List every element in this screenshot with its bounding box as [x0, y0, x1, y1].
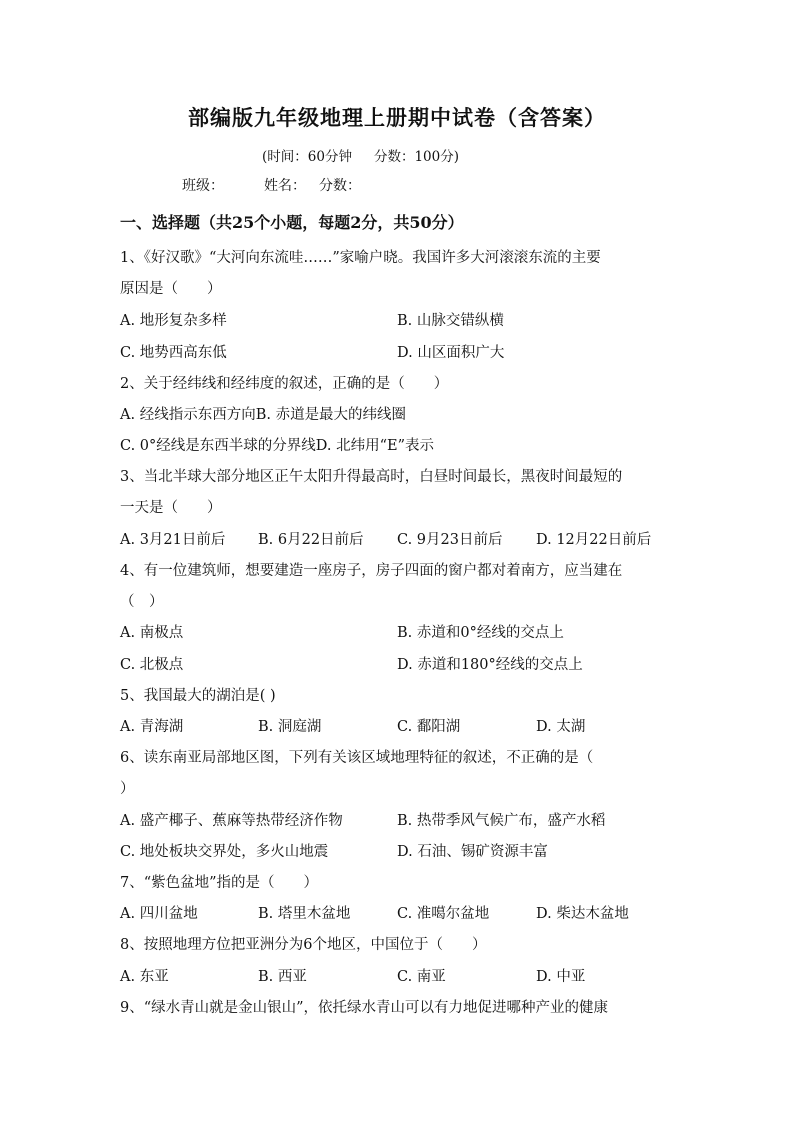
question-4-option-d[interactable]: D. 赤道和180°经线的交点上: [397, 657, 583, 673]
question-6-option-a[interactable]: A. 盛产椰子、蕉麻等热带经济作物: [120, 813, 343, 829]
question-3-text-cont: 一天是（ ）: [120, 500, 222, 516]
class-label: 班级：: [182, 178, 224, 194]
question-6-text-cont: ）: [120, 781, 135, 797]
question-4-option-b[interactable]: B. 赤道和0°经线的交点上: [397, 625, 564, 641]
question-8-option-d[interactable]: D. 中亚: [536, 969, 586, 985]
question-6-option-d[interactable]: D. 石油、锡矿资源丰富: [397, 844, 548, 860]
question-6-option-c[interactable]: C. 地处板块交界处，多火山地震: [120, 844, 329, 860]
question-1-option-b[interactable]: B. 山脉交错纵横: [397, 313, 504, 329]
question-8-option-b[interactable]: B. 西亚: [258, 969, 307, 985]
question-7-option-a[interactable]: A. 四川盆地: [120, 906, 198, 922]
question-1-option-c[interactable]: C. 地势西高东低: [120, 345, 227, 361]
student-info: [182, 175, 361, 195]
question-2-options-cd[interactable]: C. 0°经线是东西半球的分界线D. 北纬用“E”表示: [120, 438, 435, 454]
question-1-text: 1、《好汉歌》“大河向东流哇……”家喻户晓。我国许多大河滚滚东流的主要: [120, 250, 601, 266]
question-3-option-b[interactable]: B. 6月22日前后: [258, 532, 364, 548]
question-2-options-ab[interactable]: A. 经线指示东西方向B. 赤道是最大的纬线圈: [120, 407, 407, 423]
question-4-option-c[interactable]: C. 北极点: [120, 657, 184, 673]
question-7-option-b[interactable]: B. 塔里木盆地: [258, 906, 351, 922]
question-9-text: 9、“绿水青山就是金山银山”，依托绿水青山可以有力地促进哪种产业的健康: [120, 1000, 609, 1016]
question-6-text: 6、读东南亚局部地区图，下列有关该区域地理特征的叙述，不正确的是（: [120, 750, 594, 766]
question-4-text-cont: （ ）: [120, 594, 164, 610]
question-1-option-a[interactable]: A. 地形复杂多样: [120, 313, 227, 329]
question-8-text: 8、按照地理方位把亚洲分为6个地区，中国位于（ ）: [120, 937, 487, 953]
question-5-option-c[interactable]: C. 鄱阳湖: [397, 719, 461, 735]
question-5-option-a[interactable]: A. 青海湖: [120, 719, 184, 735]
question-3-text: 3、当北半球大部分地区正午太阳升得最高时，白昼时间最长，黑夜时间最短的: [120, 469, 623, 485]
question-8-option-a[interactable]: A. 东亚: [120, 969, 169, 985]
question-7-text: 7、“紫色盆地”指的是（ ）: [120, 875, 319, 891]
time-info: (时间：60分钟: [262, 149, 352, 165]
score-info: 分数：100分): [373, 149, 459, 165]
page-title: 部编版九年级地理上册期中试卷（含答案）: [188, 105, 606, 130]
question-3-option-d[interactable]: D. 12月22日前后: [536, 532, 652, 548]
name-label: 姓名：: [264, 178, 306, 194]
question-8-option-c[interactable]: C. 南亚: [397, 969, 446, 985]
question-1-option-d[interactable]: D. 山区面积广大: [397, 345, 505, 361]
question-3-option-c[interactable]: C. 9月23日前后: [397, 532, 503, 548]
question-5-option-b[interactable]: B. 洞庭湖: [258, 719, 322, 735]
score-label: 分数：: [319, 178, 361, 194]
section-heading: 一、选择题（共25个小题，每题2分，共50分）: [120, 213, 464, 232]
question-4-text: 4、有一位建筑师，想要建造一座房子，房子四面的窗户都对着南方，应当建在: [120, 563, 623, 579]
question-6-option-b[interactable]: B. 热带季风气候广布，盛产水稻: [397, 813, 606, 829]
question-5-option-d[interactable]: D. 太湖: [536, 719, 586, 735]
question-5-text: 5、我国最大的湖泊是( ): [120, 688, 276, 704]
question-2-text: 2、关于经纬线和经纬度的叙述，正确的是（ ）: [120, 376, 449, 392]
question-7-option-d[interactable]: D. 柴达木盆地: [536, 906, 629, 922]
exam-meta: [262, 145, 459, 165]
question-3-option-a[interactable]: A. 3月21日前后: [120, 532, 226, 548]
question-7-option-c[interactable]: C. 准噶尔盆地: [397, 906, 490, 922]
question-1-text-cont: 原因是（ ）: [120, 281, 222, 297]
question-4-option-a[interactable]: A. 南极点: [120, 625, 184, 641]
